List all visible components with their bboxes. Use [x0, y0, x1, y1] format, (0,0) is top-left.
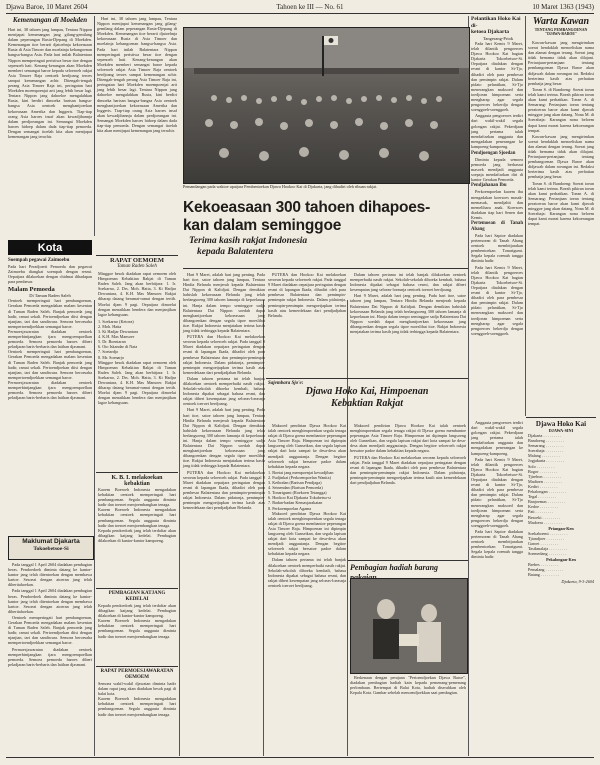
kota-section-label: Kota	[8, 240, 92, 255]
kbi-body: Kaoem Boeroeh Indonesia mengadakan kebaktian oentoek memperingati hari pembangoenan. Segala anggauta diminta hadir dan toeroet menjoembangkan tenaga.	[98, 487, 176, 508]
sajembara-body-cont-2: PUTERA dan Hookoo Kai melakoekan seroean kepada seloeroeh rakjat. Pada tanggal 9 Maret diadakan oepatjara peringatan dengan resmi di lapangan Ikada, dihadiri oleh para pembesar Balatentara dan pemimpin-pemimpin rakjat Indonesia. Dalam pidatonja, pemimpin-pemimpin mengoetjapkan terima kasih atas kemerdekaan dari pendjadjahan Belanda.	[350, 454, 466, 486]
pembagian-caption-text: Berkenaan dengan perajaan "Pertoendjoekan Djawa Baroe", diadakan pembagian hadiah kain kepada pemenang-pemenang perlombaan. Bertempat di Balai Kota, hadiah diserahkan oleh Kepala Kota. Gambar sebelah menoendjoekkan saat pembagian.	[350, 675, 466, 696]
katjang-article	[98, 591, 176, 663]
branch-list-item: Malang . . . . . . . . .	[528, 453, 560, 459]
branch-list-item: Pemalang . . . . . . . . .	[528, 567, 564, 573]
pembagian-heading	[350, 563, 466, 577]
divider	[183, 268, 468, 269]
djawa-hoko-sub-2: Priangan-Ken	[548, 525, 574, 531]
maklumat-title: Maklumat Djakarta	[22, 538, 80, 545]
page-bottom-rule	[6, 757, 594, 758]
malam-pemoeda-body-2: Permoesjawaratan diadakan oentoek memperbintjangkan tjara mengoempoelkan pemoeda. Semoea pemoeda haroes diberi peladjaran baris-berbaris dan latihan djasmani.	[8, 328, 92, 350]
kbi-article	[98, 475, 176, 585]
banner-line-2: kan dalam seminggoe	[183, 217, 342, 234]
divider	[96, 255, 178, 256]
branch-list-item: Garoet . . . . . . . . .	[528, 540, 559, 546]
pelantikan-lower-body: Anggauta pengoeroes terdiri dari wakil-wakil segala golongan rakjat. Pekerdjaan jang pertama ialah mendaftarkan anggauta dan mengadakan penerangan ke kampoeng-kampoeng.	[471, 420, 523, 456]
subhead-line-2: kepada Balatentera	[197, 247, 274, 257]
pelantikan-body-2: Anggauta pengoeroes terdiri dari wakil-wakil segala golongan rakjat. Pekerdjaan jang pertama ialah mendaftarkan anggauta dan mengadakan penerangan ke kampoeng-kampoeng.	[471, 113, 523, 149]
branch-list-item: Solo . . . . . . . . .	[528, 463, 555, 469]
pelantikan-body-block	[471, 41, 523, 416]
pelantikan-heading	[471, 16, 525, 40]
kota-articles	[8, 258, 92, 534]
rapat-list-item: 4. K.H. Mas Mansoer	[98, 334, 135, 340]
sajembara-list-item: 2. Fudjinkai (Perkoempoelan Wanita)	[268, 474, 331, 480]
column-rule	[94, 300, 95, 756]
perdjoeangan-b2: Perkoempoelan kaoem ibu mengadakan koersoes masak-memasak, mendjahit dan memelihara anak. Koersoes diadakan tiap hari Senen dan Kemis.	[471, 189, 523, 220]
lead-body-repeat-4: PUTERA dan Hookoo Kai melakoekan seroean kepada seloeroeh rakjat. Pada tanggal 9 Maret diadakan oepatjara peringatan dengan resmi di lapangan Ikada, dihadiri oleh para pembesar Balatentara dan pemimpin-pemimpin rakjat Indonesia. Dalam pidatonja, pemimpin-pemimpin mengoetjapkan terima kasih atas kemerdekaan dari pendjadjahan Belanda.	[183, 469, 265, 511]
lead-column-1	[183, 272, 265, 756]
kbi-body-3: Kepada pendoedoek jang telah terdaftar akan dibagikan katjang kedelai. Pembagian dilakoekan di kantor-kantor kampoeng.	[98, 527, 176, 543]
warta-kawan-body-2: Toean S. di Bandoeng: Soerat toean telah kami terima. Boeah pikiran toean akan kami perhatikan. Toean A. di Semarang: Pertanjaan toean tentang peratoeran baroe akan kami djawab minggoe jang akan datang. Nona M. di Soerabaja: Karangan nona beloem dapat kami moeat karena kekoerangan tempat.	[528, 86, 594, 133]
banner-line-1: Kekoeasaan 300 tahoen dihapoes-	[183, 199, 431, 216]
pembagian-photo	[350, 578, 468, 674]
masthead-left: Djawa Baroe, 10 Maret 2604	[6, 3, 88, 11]
branch-list-item: Bandoeng . . . . . . . . .	[528, 438, 564, 444]
lead-body: Hari 9 Maret, adalah hari jang penting. Pada hari itoe, satoe tahoen jang lampau, Tentara Hindia Belanda menjerah kepada Balatentara Dai Nippon di Kalidjati. Dengan demikian habislah kekoeasaan Belanda jang telah berlangsoeng 300 tahoen lamanja di kepoelauan ini. Hanja dalam tempo seminggoe sadja Balatentara Dai Nippon soedah dapat menghantjoerkan kekoeasaan jang dibangoenkan dengan segala tipoe moeslihat itoe. Rakjat Indonesia menjatakan terima kasih jang tidak terhingga kepada Balatentara.	[183, 272, 265, 334]
perdjoeangan-b1: Diminta kepada semoea pemoeda jang berhasrat masoek mendjadi anggauta soepaja mendaftarkan diri di kantor Gerakan Pemoeda.	[471, 156, 523, 183]
banner-headline	[183, 199, 468, 235]
branch-list-item: Soerabaja . . . . . . . . .	[528, 448, 564, 454]
branch-list-item: Tjirebon . . . . . . . . .	[528, 473, 562, 479]
sajembara-list-item: 7. Badan-badan Kemasjarakatan	[268, 500, 323, 506]
branch-list-item: Tjiandjoer . . . . . . . . .	[528, 535, 565, 541]
rapat-title: RAPAT OEMOEM	[110, 257, 164, 264]
warta-kawan-body-4: Toean S. di Bandoeng: Soerat toean telah kami terima. Boeah pikiran toean akan kami perhatikan. Toean A. di Semarang: Pertanjaan toean tentang peratoeran baroe akan kami djawab minggoe jang akan datang. Nona M. di Soerabaja: Karangan nona beloem dapat kami moeat karena kekoerangan tempat.	[528, 180, 594, 227]
rapat-list-item: 1. Soekarno (Ketoea)	[98, 318, 134, 324]
article-body: Hari ini, 38 tahoen jang lampau, Tentara Nippon mentjapai kemenangan jang gilang-gemilang dalam peperangan Rusia-Djepang di Moekden. Kemenangan itoe berarti djatoehnja kekoeasaan Rusia di Asia Timoer dan moelainja kebangoenan bangsa-bangsa Asia. Pada hari inilah Balatentara Nippon memperingati peristiwa besar itoe dengan sepenoeh hati. Kenang-kenangan akan Moekden memberi semangat baroe kepada seloeroeh rakjat Asia Timoer Raja oentoek berdjoang teroes sampai kemenangan achir. Ditengah-tengah perang Asia Timoer Raja ini, peringatan hari Moekden moempoenjai arti jang lebih besar lagi. Tentara Nippon jang dahoeloe mengalahkan Rusia, kini berdiri dimoeka barisan bangsa-bangsa Asia oentoek menghantjoerkan kekoeasaan Amerika dan Inggeris. Tiap-tiap orang Asia haroes insaf akan kewadjibannja dalam perdjoeangan ini. Semangat Moekden haroes hidoep dalam dada tiap-tiap pemoeda. Dengan semangat itoelah kita akan mentjapai kemenangan jang terachir.	[8, 27, 92, 139]
katjang-title: PEMBAGIAN KATJANG KEDELAI	[108, 591, 166, 602]
sajembara-heading	[268, 381, 466, 421]
sajembara-body-3: Dalam tahoen pertama ini telah banjak dilakoekan oentoek memperbaiki nasib rakjat. Sekolah-sekolah diboeka kembali, bahasa Indonesia dipakai sebagai bahasa resmi, dan rakjat diberi kesempatan jang seloeas-loeasnja oentoek toeroet berdjoang.	[268, 557, 346, 588]
pelantikan-title: Pelantikan Hoko Kai di-	[471, 16, 521, 29]
kbi-body-2: Kaoem Boeroeh Indonesia mengadakan kebaktian oentoek memperingati hari pembangoenan. Segala anggauta diminta hadir dan toeroet menjoembangkan tenaga.	[98, 507, 176, 528]
sajembara-body-cont: Maksoed pendirian Djawa Hookoo Kai ialah oentoek menghimpoenkan segala tenaga rakjat di Djawa goena membantoe peperangan Asia Timoer Raja. Himpoenan ini dipimpin langsoeng oleh Gunseikan, dan segala lapisan rakjat dari kota sampai ke desa-desa akan mendjadi anggautanja. Dengan begitoe seloeroeh rakjat bersatoe padoe dalam kebaktian kepada negara.	[350, 423, 466, 454]
branch-list-item: Besoeki . . . . . . . . .	[528, 514, 561, 520]
branch-list-item: Pati . . . . . . . . .	[528, 509, 554, 515]
maklumat-sub: Tokoebetsoe-Si	[33, 546, 69, 552]
branch-list-item: Jogjakarta . . . . . . . . .	[528, 458, 565, 464]
column-rule	[179, 300, 180, 756]
branch-list-item: Madoera . . . . . . . . .	[528, 519, 562, 525]
rapat-list-item: 7. Soetardjo	[98, 349, 119, 355]
article-moekden-cont	[97, 16, 177, 156]
masthead	[6, 3, 594, 14]
rapat-list-item: 3. Ki Hadjar Dewantara	[98, 329, 138, 335]
sajembara-list-item: 3. Keibodan (Barisan Pendjaga)	[268, 480, 322, 486]
sajembara-column-2	[350, 423, 466, 559]
banner-subhead	[183, 236, 383, 266]
branch-list-item: Soemedang . . . . . . . . .	[528, 551, 567, 557]
column-rule	[525, 16, 526, 416]
sajembara-column-1	[268, 423, 346, 756]
kbi-title: K. B. I. melakoekan kebaktian	[111, 475, 163, 487]
rapat-sub: Taman Raden Saleh	[117, 264, 157, 269]
pembagian-caption	[350, 675, 466, 755]
malam-pemoeda-body-4: Permoesjawaratan diadakan oentoek memperbintjangkan tjara mengoempoelkan pemoeda. Semoea pemoeda haroes diberi peladjaran baris-berbaris dan latihan djasmani.	[8, 379, 92, 401]
sajembara-list-item: 8. Perkoempoelan Agama	[268, 505, 312, 511]
malam-pemoeda-body-3: Oentoek memperingati hari pembangoenan, Gerakan Pemoeda mengadakan malam kesenian di Taman Raden Saleh. Banjak pemoeda jang hadir, ramai sekali. Pertoendjoekan diisi dengan njanjian, tari dan sandiwara. Semoea beroesaha mempertoendjoekkan semangat baroe.	[8, 349, 92, 380]
pidato-body-2: Dalam tahoen pertama ini telah banjak dilakoekan oentoek memperbaiki nasib rakjat. Sekolah-sekolah diboeka kembali, bahasa Indonesia dipakai sebagai bahasa resmi, dan rakjat diberi kesempatan jang seloeas-loeasnja oentoek toeroet berdjoang.	[350, 272, 466, 293]
lead-column-2	[268, 272, 346, 378]
maklumat-body: Pada tanggal 1 April 2604 diadakan pembagian beras. Pendoedoek diminta datang ke kantor-kantor jang telah ditentoekan dengan membawa kartoe. Sesoeai dengan atoeran jang telah diberitahoekan.	[8, 562, 92, 588]
malam-pemoeda-body: Oentoek memperingati hari pembangoenan, Gerakan Pemoeda mengadakan malam kesenian di Taman Raden Saleh. Banjak pemoeda jang hadir, ramai sekali. Pertoendjoekan diisi dengan njanjian, tari dan sandiwara. Semoea beroesaha mempertoendjoekkan semangat baroe.	[8, 298, 92, 329]
perdjoeangan-h1: Pendjoengan Sjoedan	[471, 150, 516, 156]
divider	[96, 588, 178, 589]
maklumat-box	[8, 536, 94, 560]
photo-caption: Pemandangan pada waktoe upatjara Pembentoekan Djawa Hookoo Kai di Djakarta, jang dihadiri oleh ribuan rakjat.	[183, 184, 378, 189]
rapat-permoesjawaratan-article	[98, 669, 176, 756]
article-body-cont: Hari ini, 38 tahoen jang lampau, Tentara Nippon mentjapai kemenangan jang gilang-gemilang dalam peperangan Rusia-Djepang di Moekden. Kemenangan itoe berarti djatoehnja kekoeasaan Rusia di Asia Timoer dan moelainja kebangoenan bangsa-bangsa Asia. Pada hari inilah Balatentara Nippon memperingati peristiwa besar itoe dengan sepenoeh hati. Kenang-kenangan akan Moekden memberi semangat baroe kepada seloeroeh rakjat Asia Timoer Raja oentoek berdjoang teroes sampai kemenangan achir. Ditengah-tengah perang Asia Timoer Raja ini, peringatan hari Moekden moempoenjai arti jang lebih besar lagi. Tentara Nippon jang dahoeloe mengalahkan Rusia, kini berdiri dimoeka barisan bangsa-bangsa Asia oentoek menghantjoerkan kekoeasaan Amerika dan Inggeris. Tiap-tiap orang Asia haroes insaf akan kewadjibannja dalam perdjoeangan ini. Semangat Moekden haroes hidoep dalam dada tiap-tiap pemoeda. Dengan semangat itoelah kita akan mentjapai kemenangan jang terachir.	[97, 16, 177, 134]
djawa-hoko-items	[528, 433, 594, 525]
rapat-body-2: Minggoe besok diadakan rapat oemoem oleh Himpoenan Kebaktian Rakjat di Taman Raden Saleh. Jang akan berbitjara: 1. Ir. Soekarno, 2. Drs. Moh. Hatta, 3. Ki Hadjar Dewantara, 4. K.H. Mas Mansoer. Rakjat diharap datang beramai-ramai dengan tertib. Moelai djam 9 pagi. Oepatjara dimoelai dengan menaikkan bendera dan menjanjikan lagoe kebangsaan.	[98, 359, 176, 406]
branch-list-item: Brebes . . . . . . . . .	[528, 562, 559, 568]
branch-list-item: Tegal . . . . . . . . .	[528, 494, 557, 500]
divider	[266, 378, 468, 379]
sajembara-list-item: 1. Boetai jang mempoenjai kewadjiban	[268, 469, 334, 475]
branch-list-item: Kediri . . . . . . . . .	[528, 483, 558, 489]
people-illustration	[351, 579, 467, 673]
perdjoeangan-h3: Pertemoean di Tanah Abang	[471, 221, 523, 232]
column-rule	[347, 300, 348, 756]
sajembara-list-item: 5. Tonarigumi (Roekoen Tetangga)	[268, 490, 327, 496]
pelantikan-title-2: ketoea Djakarta	[471, 29, 510, 35]
lead-body-repeat-3: Hari 9 Maret, adalah hari jang penting. Pada hari itoe, satoe tahoen jang lampau, Tentara Hindia Belanda menjerah kepada Balatentara Dai Nippon di Kalidjati. Dengan demikian habislah kekoeasaan Belanda jang telah berlangsoeng 300 tahoen lamanja di kepoelauan ini. Hanja dalam tempo seminggoe sadja Balatentara Dai Nippon soedah dapat menghantjoerkan kekoeasaan jang dibangoenkan dengan segala tipoe moeslihat itoe. Rakjat Indonesia menjatakan terima kasih jang tidak terhingga kepada Balatentara.	[183, 407, 265, 469]
pidato-body: PUTERA dan Hookoo Kai melakoekan seroean kepada seloeroeh rakjat. Pada tanggal 9 Maret diadakan oepatjara peringatan dengan resmi di lapangan Ikada, dihadiri oleh para pembesar Balatentara dan pemimpin-pemimpin rakjat Indonesia. Dalam pidatonja, pemimpin-pemimpin mengoetjapkan terima kasih atas kemerdekaan dari pendjadjahan Belanda.	[268, 272, 346, 318]
maklumat-body-block	[8, 562, 92, 756]
maklumat-body-2: Pada tanggal 1 April 2604 diadakan pembagian beras. Pendoedoek diminta datang ke kantor-kantor jang telah ditentoekan dengan membawa kartoe. Sesoeai dengan atoeran jang telah diberitahoekan.	[8, 588, 92, 614]
divider	[96, 666, 178, 667]
warta-kawan-body-3: Kawan-kawan jang mengirimkan soerat hendaklah menoeliskan nama dan alamat dengan terang. Soerat jang tidak bernama tidak akan dilajani. Pertanjaan-pertanjaan tentang pembangoenan Djawa Baroe akan didjawab dalam roeangan ini. Redaksi berterima kasih atas perhatian pembatja jang besar.	[528, 133, 594, 180]
divider	[526, 417, 596, 418]
lead-column-3	[350, 272, 466, 378]
lead-body-repeat: PUTERA dan Hookoo Kai melakoekan seroean kepada seloeroeh rakjat. Pada tanggal 9 Maret diadakan oepatjara peringatan dengan resmi di lapangan Ikada, dihadiri oleh para pembesar Balatentara dan pemimpin-pemimpin rakjat Indonesia. Dalam pidatonja, pemimpin-pemimpin mengoetjapkan terima kasih atas kemerdekaan dari pendjadjahan Belanda.	[183, 334, 265, 375]
djawa-hoko-sign: Djakarta, 9-3-2604	[561, 579, 594, 585]
perdjoeangan-b3: Pada hari Saptoe diadakan pertemoean di Tanah Abang oentoek membitjarakan pembentoekan Tonarigumi. Segala kepala roemah tangga diminta hadir.	[471, 233, 523, 264]
pembagian-title: Pembagian hadiah barang	[350, 563, 439, 572]
sajembara-list-item: 4. Seinendan (Barisan Pemoeda)	[268, 485, 323, 491]
malam-pemoeda-sub: Di Taman Raden Saleh	[29, 293, 71, 299]
branch-list-item: Tasikmalaja . . . . . . . . .	[528, 545, 568, 551]
branch-list-item: Batang . . . . . . . . .	[528, 572, 559, 578]
rapat-list-item: 6. Oto Iskandar di Nata	[98, 344, 138, 350]
warta-kawan-sub: TENTANG PEMBANGOENAN "DJAWA-BAROE"	[534, 28, 588, 36]
branch-list-item: Kedoe . . . . . . . . .	[528, 504, 558, 510]
ceremony-photo	[183, 27, 470, 184]
soempah-heading: Soempah pegawai Zaimoebu	[8, 258, 70, 263]
djawa-hoko-title: Djawa Hoko Kai	[535, 420, 587, 428]
branch-list-item: Madioen . . . . . . . . .	[528, 478, 562, 484]
perdjoeangan-h2: Pendjahanan Ibu	[471, 183, 507, 189]
djawa-hoko-sub-3: Pekalongan-Ken	[546, 557, 576, 563]
branch-list-item: Soekaboemi . . . . . . . . .	[528, 530, 568, 536]
subhead-line-1: Terima kasih rakjat Indonesia	[189, 236, 308, 246]
maklumat-body-4: Permoesjawaratan diadakan oentoek memperbintjangkan tjara mengoempoelkan pemoeda. Semoea pemoeda haroes diberi peladjaran baris-berbaris dan latihan djasmani.	[8, 646, 92, 667]
pelantikan-body: Pada hari Kemis 9 Maret, telah dilantik pengoeroes Djawa Hookoo Kai bagian Djakarta Tokoebetsoe-Si. Oepatjara diadakan dengan resmi di kantor Si-Tjo, dihadiri oleh para pembesar dan pemimpin rakjat. Dalam pidato pelantikan, Si-Tjo menerangkan maksoed dan toedjoean himpoenan serta mengharap agar segala pengoeroes bekerdja dengan soenggoeh-soenggoeh.	[471, 41, 523, 113]
sajembara-kicker: Sajembara Sjo'e:	[268, 381, 304, 386]
lead-body-repeat-2: Dalam tahoen pertama ini telah banjak dilakoekan oentoek memperbaiki nasib rakjat. Sekolah-sekolah diboeka kembali, bahasa Indonesia dipakai sebagai bahasa resmi, dan rakjat diberi kesempatan jang seloeas-loeasnja oentoek toeroet berdjoang.	[183, 375, 265, 407]
article-moekden	[8, 16, 92, 238]
branch-list-item: Semarang . . . . . . . . .	[528, 443, 564, 449]
warta-kawan-body-block	[528, 40, 594, 416]
rapat-body: Minggoe besok diadakan rapat oemoem oleh Himpoenan Kebaktian Rakjat di Taman Raden Saleh. Jang akan berbitjara: 1. Ir. Soekarno, 2. Drs. Moh. Hatta, 3. Ki Hadjar Dewantara, 4. K.H. Mas Mansoer. Rakjat diharap datang beramai-ramai dengan tertib. Moelai djam 9 pagi. Oepatjara dimoelai dengan menaikkan bendera dan menjanjikan lagoe kebangsaan.	[98, 271, 176, 317]
rapat-list-item: 2. Moh. Hatta	[98, 323, 122, 329]
djawa-hoko-kai-list	[528, 420, 594, 756]
sajembara-body-2: Maksoed pendirian Djawa Hookoo Kai ialah oentoek menghimpoenkan segala tenaga rakjat di Djawa goena membantoe peperangan Asia Timoer Raja. Himpoenan ini dipimpin langsoeng oleh Gunseikan, dan segala lapisan rakjat dari kota sampai ke desa-desa akan mendjadi anggautanja. Dengan begitoe seloeroeh rakjat bersatoe padoe dalam kebaktian kepada negara.	[268, 510, 346, 557]
warta-kawan-title: Warta Kawan	[532, 16, 590, 27]
crowd-illustration	[184, 28, 469, 183]
article-title: Kemenangan di Moekden	[12, 16, 88, 24]
permoesjawaratan-body-2: Kaoem Boeroeh Indonesia mengadakan kebaktian oentoek memperingati hari pembangoenan. Segala anggauta diminta hadir dan toeroet menjoembangkan tenaga.	[98, 696, 176, 717]
masthead-right: 10 Maret 1363 (1943)	[532, 3, 594, 11]
soempah-body: Pada hari Peradjoerit Pemoeda dan pegawai Zaimoebu diangkat soempah dengan resmi. Oepatjara dilakoekan dengan chidmat dihadapan para pembesar.	[8, 264, 92, 285]
djawa-hoko-items-2	[528, 531, 594, 556]
pelantikan-lower-body-2: Pada hari Kemis 9 Maret, telah dilantik pengoeroes Djawa Hookoo Kai bagian Djakarta Tokoebetsoe-Si. Oepatjara diadakan dengan resmi di kantor Si-Tjo, dihadiri oleh para pembesar dan pemimpin rakjat. Dalam pidato pelantikan, Si-Tjo menerangkan maksoed dan toedjoean himpoenan serta mengharap agar segala pengoeroes bekerdja dengan soenggoeh-soenggoeh.	[471, 456, 523, 528]
djawa-hoko-sub: DJAWA-SINI	[548, 428, 574, 433]
rapat-article	[98, 258, 176, 470]
sajembara-title-2: Kebaktian Rakjat	[331, 398, 403, 409]
djawa-hoko-items-3	[528, 562, 594, 577]
katjang-body-2: Kaoem Boeroeh Indonesia mengadakan kebaktian oentoek memperingati hari pembangoenan. Segala anggauta diminta hadir dan toeroet menjoembangkan tenaga.	[98, 618, 176, 639]
branch-list-item: Banjoemas . . . . . . . . .	[528, 499, 566, 505]
maklumat-body-3: Oentoek memperingati hari pembangoenan, Gerakan Pemoeda mengadakan malam kesenian di Taman Raden Saleh. Banjak pemoeda jang hadir, ramai sekali. Pertoendjoekan diisi dengan njanjian, tari dan sandiwara. Semoea beroesaha mempertoendjoekkan semangat baroe.	[8, 614, 92, 646]
permoesjawaratan-title: RAPAT PERMOESJAWARATAN OEMOEM	[100, 669, 174, 680]
divider	[96, 472, 178, 473]
column-rule	[94, 16, 95, 236]
divider	[348, 560, 468, 561]
pelantikan-lower-block	[471, 420, 523, 756]
sajembara-title-1: Djawa Hoko Kai, Himpoenan	[305, 386, 429, 397]
branch-list-item: Pekalongan . . . . . . . . .	[528, 489, 567, 495]
sajembara-body: Maksoed pendirian Djawa Hookoo Kai ialah oentoek menghimpoenkan segala tenaga rakjat di Djawa goena membantoe peperangan Asia Timoer Raja. Himpoenan ini dipimpin langsoeng oleh Gunseikan, dan segala lapisan rakjat dari kota sampai ke desa-desa akan mendjadi anggautanja. Dengan begitoe seloeroeh rakjat bersatoe padoe dalam kebaktian kepada negara.	[268, 423, 346, 469]
rapat-list-item: 5. Dr. Boentaran	[98, 339, 126, 345]
katjang-body: Kepada pendoedoek jang telah terdaftar akan dibagikan katjang kedelai. Pembagian dilakoekan di kantor-kantor kampoeng.	[98, 603, 176, 619]
permoesjawaratan-body: Semoea wakil-wakil djawatan diminta hadir dalam rapat jang akan diadakan besok pagi di balai kota.	[98, 681, 176, 697]
pelantikan-lower-body-3: Pada hari Saptoe diadakan pertemoean di Tanah Abang oentoek membitjarakan pembentoekan Tonarigumi. Segala kepala roemah tangga diminta hadir.	[471, 528, 523, 560]
warta-kawan-heading	[528, 16, 594, 38]
branch-list-item: Djakarta . . . . . . . . .	[528, 433, 562, 438]
masthead-center: Tahoen ke III — No. 61	[276, 3, 344, 11]
pidato-body-3: Hari 9 Maret, adalah hari jang penting. Pada hari itoe, satoe tahoen jang lampau, Tentara Hindia Belanda menjerah kepada Balatentara Dai Nippon di Kalidjati. Dengan demikian habislah kekoeasaan Belanda jang telah berlangsoeng 300 tahoen lamanja di kepoelauan ini. Hanja dalam tempo seminggoe sadja Balatentara Dai Nippon soedah dapat menghantjoerkan kekoeasaan jang dibangoenkan dengan segala tipoe moeslihat itoe. Rakjat Indonesia menjatakan terima kasih jang tidak terhingga kepada Balatentara.	[350, 293, 466, 335]
pelantikan-sub: Tangerang-Priok	[482, 35, 514, 41]
sajembara-list-item: 6. Hookoo Kai Djakarta Tokubetsu-si	[268, 495, 331, 501]
warta-kawan-body: Kawan-kawan jang mengirimkan soerat hendaklah menoeliskan nama dan alamat dengan terang. Soerat jang tidak bernama tidak akan dilajani. Pertanjaan-pertanjaan tentang pembangoenan Djawa Baroe akan didjawab dalam roeangan ini. Redaksi berterima kasih atas perhatian pembatja jang besar.	[528, 40, 594, 86]
branch-list-item: Bogor . . . . . . . . .	[528, 468, 558, 474]
pelantikan-body-3: Pada hari Kemis 9 Maret, telah dilantik pengoeroes Djawa Hookoo Kai bagian Djakarta Tokoebetsoe-Si. Oepatjara diadakan dengan resmi di kantor Si-Tjo, dihadiri oleh para pembesar dan pemimpin rakjat. Dalam pidato pelantikan, Si-Tjo menerangkan maksoed dan toedjoean himpoenan serta mengharap agar segala pengoeroes bekerdja dengan soenggoeh-soenggoeh.	[471, 264, 523, 336]
malam-pemoeda-heading: Malam Pemoeda	[8, 286, 55, 294]
rapat-list-item: 8. Mr. Soenarjo	[98, 354, 125, 360]
